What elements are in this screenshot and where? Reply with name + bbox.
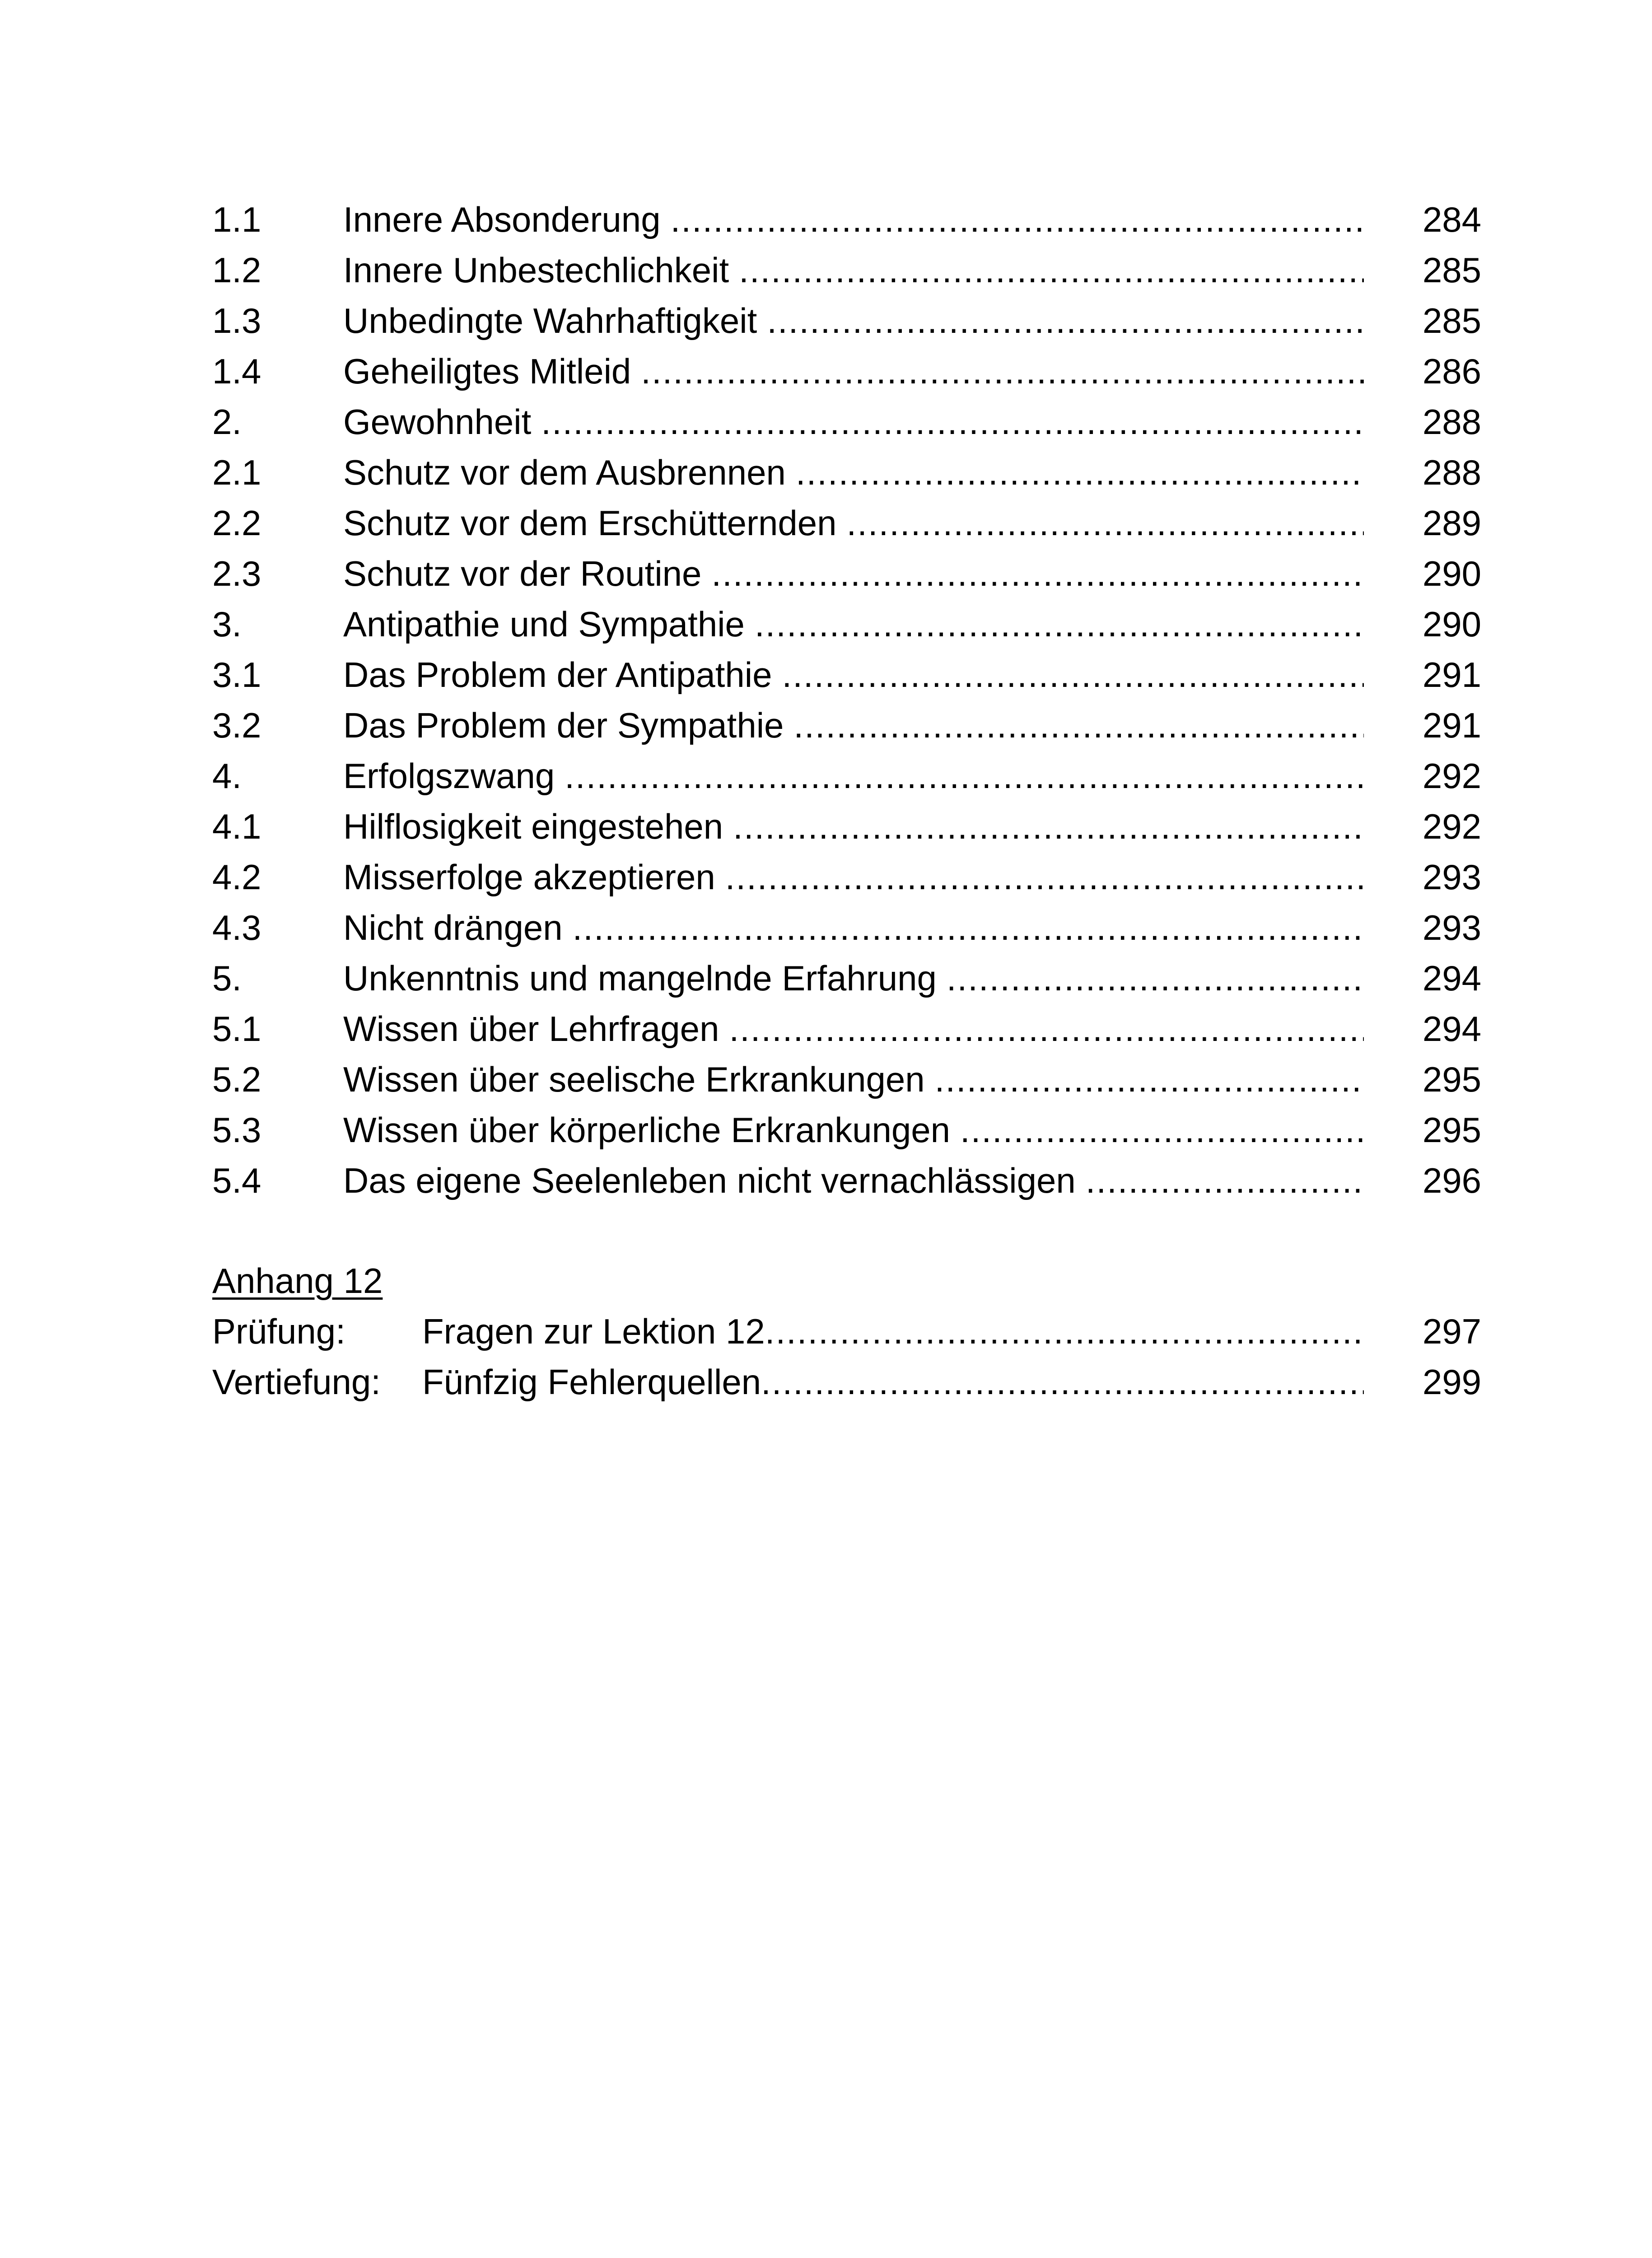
dot-leader (793, 700, 1364, 751)
dot-leader (935, 1054, 1364, 1105)
toc-entry (212, 548, 1486, 599)
toc-entry (212, 953, 1486, 1003)
toc-entry-page: 295 (1422, 1110, 1481, 1150)
toc-entry (212, 1003, 1486, 1054)
toc-entry-number: 1.2 (212, 250, 261, 290)
toc-entry-page: 293 (1422, 908, 1481, 947)
toc-entry-title: Schutz vor dem Erschütternden (343, 503, 837, 543)
appendix-entry (212, 1357, 1486, 1407)
dot-leader (755, 599, 1364, 649)
toc-entry-number: 2.1 (212, 453, 261, 492)
toc-entry-line (343, 700, 1481, 751)
toc-entry-title: Wissen über Lehrfragen (343, 1009, 719, 1049)
dot-leader (565, 751, 1364, 801)
toc-entry-number: 5. (212, 958, 242, 998)
toc-entry-line (343, 649, 1481, 700)
toc-entry (212, 397, 1486, 447)
toc-entry-title: Innere Unbestechlichkeit (343, 250, 729, 290)
toc-entry-title: Innere Absonderung (343, 200, 661, 239)
toc-entry-number: 1.1 (212, 200, 261, 239)
toc-entry-page: 295 (1422, 1059, 1481, 1099)
toc-entry-line (343, 548, 1481, 599)
dot-leader (767, 295, 1364, 346)
toc-entry-title: Das eigene Seelenleben nicht vernachlässigen (343, 1161, 1076, 1200)
toc-entry-number: 4.1 (212, 807, 261, 846)
toc-entry-number: 2.3 (212, 554, 261, 593)
toc-entry-page: 286 (1422, 351, 1481, 391)
toc-entry (212, 498, 1486, 548)
dot-leader (725, 852, 1364, 902)
toc-entry-title: Erfolgszwang (343, 756, 555, 796)
toc-entry-title: Nicht drängen (343, 908, 563, 947)
toc-entry (212, 1155, 1486, 1206)
dot-leader (671, 194, 1364, 245)
toc-entry-number: 5.4 (212, 1161, 261, 1200)
toc-entry-number: 4.2 (212, 857, 261, 897)
dot-leader (947, 953, 1364, 1003)
toc-entry (212, 700, 1486, 751)
toc-entry-line (343, 953, 1481, 1003)
dot-leader (847, 498, 1364, 548)
toc-entry (212, 1105, 1486, 1155)
dot-leader (729, 1003, 1364, 1054)
dot-leader (782, 649, 1364, 700)
toc-entry-line (343, 852, 1481, 902)
dot-leader (641, 346, 1364, 397)
dot-leader (573, 902, 1364, 953)
toc-entry-page: 284 (1422, 200, 1481, 239)
toc-entry-number: 5.2 (212, 1059, 261, 1099)
dot-leader (711, 548, 1364, 599)
toc-entry-number: 4. (212, 756, 242, 796)
toc-entry-line (343, 751, 1481, 801)
toc-entry-page: 291 (1422, 655, 1481, 695)
toc-entry (212, 801, 1486, 852)
toc-entry-title: Geheiligtes Mitleid (343, 351, 631, 391)
toc-entry-line (343, 295, 1481, 346)
toc-entry-number: 1.4 (212, 351, 261, 391)
toc-entry-number: 1.3 (212, 301, 261, 341)
toc-entry-page: 292 (1422, 807, 1481, 846)
toc-entry-number: 4.3 (212, 908, 261, 947)
toc-entry-title: Misserfolge akzeptieren (343, 857, 715, 897)
toc-entry-line (343, 1105, 1481, 1155)
appendix-heading: Anhang 12 (212, 1261, 383, 1301)
appendix-entry-line (422, 1306, 1481, 1357)
toc-entry-page: 290 (1422, 554, 1481, 593)
toc-entry-line (343, 902, 1481, 953)
toc-entry-number: 5.1 (212, 1009, 261, 1049)
toc-entry-number: 3.2 (212, 705, 261, 745)
toc-entry-page: 289 (1422, 503, 1481, 543)
toc-entry-title: Das Problem der Sympathie (343, 705, 784, 745)
toc-entry-page: 288 (1422, 402, 1481, 442)
section-spacer (212, 1206, 1486, 1255)
toc-entry-number: 3.1 (212, 655, 261, 695)
toc-entry (212, 649, 1486, 700)
toc-entry-page: 294 (1422, 958, 1481, 998)
toc-entry-title: Schutz vor der Routine (343, 554, 702, 593)
toc-entry-line (343, 498, 1481, 548)
toc-entry-page: 294 (1422, 1009, 1481, 1049)
toc-entry-title: Unkenntnis und mangelnde Erfahrung (343, 958, 937, 998)
dot-leader (733, 801, 1364, 852)
appendix-entry-page: 297 (1422, 1311, 1481, 1351)
appendix-entry-title: Fragen zur Lektion 12 (422, 1311, 765, 1351)
toc-entry-title: Unbedingte Wahrhaftigkeit (343, 301, 757, 341)
toc-entry-number: 5.3 (212, 1110, 261, 1150)
toc-entry-title: Schutz vor dem Ausbrennen (343, 453, 786, 492)
toc-entry (212, 599, 1486, 649)
toc-entry (212, 447, 1486, 498)
appendix-entry-page: 299 (1422, 1362, 1481, 1402)
dot-leader (739, 245, 1364, 295)
toc-entry-page: 291 (1422, 705, 1481, 745)
toc-entry-line (343, 801, 1481, 852)
toc-entry-page: 293 (1422, 857, 1481, 897)
toc-entry-line (343, 346, 1481, 397)
toc-entry-page: 292 (1422, 756, 1481, 796)
toc-entry-line (343, 599, 1481, 649)
toc-entry (212, 852, 1486, 902)
toc-entry-page: 288 (1422, 453, 1481, 492)
toc-entry (212, 346, 1486, 397)
toc-entry-title: Hilflosigkeit eingestehen (343, 807, 723, 846)
appendix-entry-line (422, 1357, 1481, 1407)
dot-leader (796, 447, 1364, 498)
toc-entry (212, 902, 1486, 953)
toc-entry (212, 194, 1486, 245)
dot-leader (960, 1105, 1364, 1155)
toc-entry-number: 3. (212, 604, 242, 644)
table-of-contents (212, 194, 1486, 1407)
toc-entry-title: Antipathie und Sympathie (343, 604, 745, 644)
toc-entry-number: 2. (212, 402, 242, 442)
toc-entry-page: 285 (1422, 301, 1481, 341)
appendix-entry-label: Vertiefung: (212, 1362, 381, 1402)
dot-leader (765, 1306, 1364, 1357)
appendix-entry-title: Fünfzig Fehlerquellen (422, 1362, 761, 1402)
toc-entry (212, 751, 1486, 801)
toc-entry-line (343, 1003, 1481, 1054)
toc-entry-title: Wissen über körperliche Erkrankungen (343, 1110, 950, 1150)
dot-leader (1086, 1155, 1364, 1206)
toc-entry-line (343, 1054, 1481, 1105)
toc-entry (212, 245, 1486, 295)
toc-entry-page: 290 (1422, 604, 1481, 644)
toc-entry-line (343, 447, 1481, 498)
dot-leader (761, 1357, 1364, 1407)
appendix-entry-label: Prüfung: (212, 1311, 345, 1351)
toc-entry-line (343, 1155, 1481, 1206)
toc-entry-line (343, 245, 1481, 295)
toc-entry-line (343, 194, 1481, 245)
toc-entry-page: 285 (1422, 250, 1481, 290)
toc-entry-number: 2.2 (212, 503, 261, 543)
toc-entry (212, 1054, 1486, 1105)
toc-entry-page: 296 (1422, 1161, 1481, 1200)
toc-entry-line (343, 397, 1481, 447)
appendix-entry (212, 1306, 1486, 1357)
dot-leader (541, 397, 1364, 447)
toc-entry-title: Gewohnheit (343, 402, 532, 442)
toc-entry-title: Das Problem der Antipathie (343, 655, 772, 695)
toc-entry-title: Wissen über seelische Erkrankungen (343, 1059, 925, 1099)
toc-entry (212, 295, 1486, 346)
